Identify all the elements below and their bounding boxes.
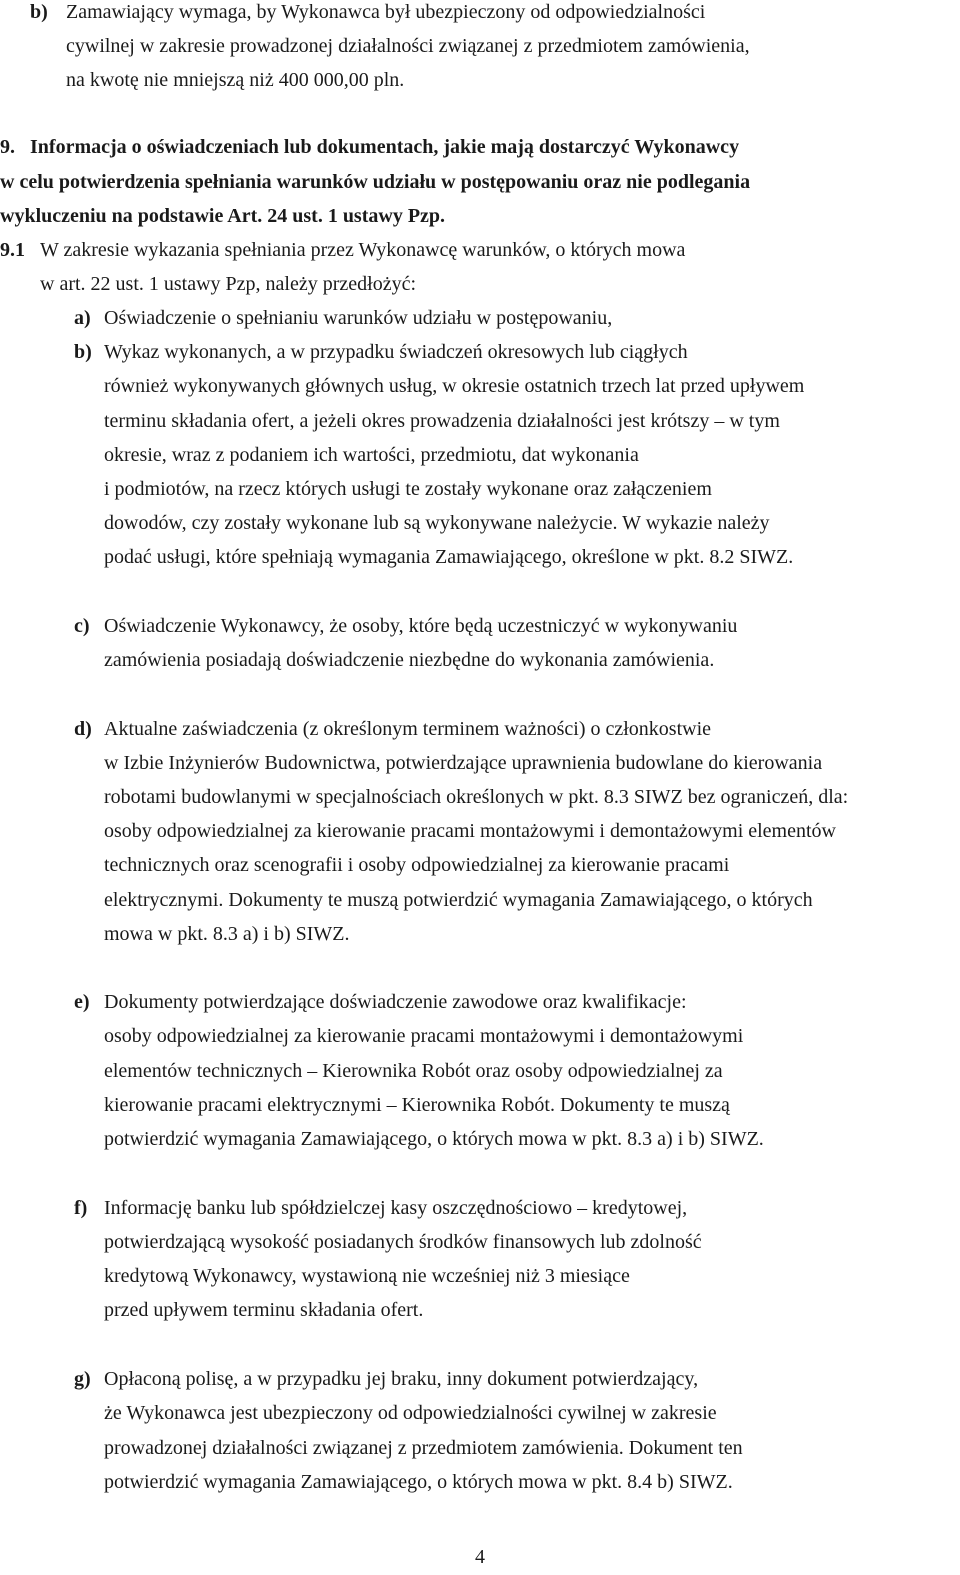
item-f-label: f)	[74, 1197, 88, 1219]
section-9-title: wykluczeniu na podstawie Art. 24 ust. 1 ustawy Pzp.	[0, 205, 446, 227]
section-9-title: Informacja o oświadczeniach lub dokumentach, jakie mają dostarczyć Wykonawcy	[30, 136, 740, 158]
item-e-line: elementów technicznych – Kierownika Robót oraz osoby odpowiedzialnej za	[104, 1060, 723, 1082]
item-c-line: Oświadczenie Wykonawcy, że osoby, które będą uczestniczyć w wykonywaniu	[104, 615, 738, 637]
item-d-line: mowa w pkt. 8.3 a) i b) SIWZ.	[104, 923, 350, 945]
item-b-line: dowodów, czy zostały wykonane lub są wykonywane należycie. W wykazie należy	[104, 512, 770, 534]
item-g-line: prowadzonej działalności związanej z przedmiotem zamówienia. Dokument ten	[104, 1437, 743, 1459]
sub-9-1-number: 9.1	[0, 239, 25, 261]
item-g-line: potwierdzić wymagania Zamawiającego, o których mowa w pkt. 8.4 b) SIWZ.	[104, 1471, 733, 1493]
item-e-line: potwierdzić wymagania Zamawiającego, o których mowa w pkt. 8.3 a) i b) SIWZ.	[104, 1128, 764, 1150]
item-c-label: c)	[74, 615, 90, 637]
page-number: 4	[475, 1546, 485, 1568]
item-f-line: potwierdzającą wysokość posiadanych środków finansowych lub zdolność	[104, 1231, 702, 1253]
item-d-line: elektrycznymi. Dokumenty te muszą potwierdzić wymagania Zamawiającego, o których	[104, 889, 813, 911]
sub-9-1-line: w art. 22 ust. 1 ustawy Pzp, należy przedłożyć:	[40, 273, 417, 295]
item-b-line: okresie, wraz z podaniem ich wartości, przedmiotu, dat wykonania	[104, 444, 639, 466]
item-g-line: Opłaconą polisę, a w przypadku jej braku, inny dokument potwierdzający,	[104, 1368, 699, 1390]
item-d-line: osoby odpowiedzialnej za kierowanie pracami montażowymi i demontażowymi elementów	[104, 820, 836, 842]
intro-line: na kwotę nie mniejszą niż 400 000,00 pln.	[66, 69, 405, 91]
item-a-label: a)	[74, 307, 91, 329]
sub-9-1-line: W zakresie wykazania spełniania przez Wykonawcę warunków, o których mowa	[40, 239, 686, 261]
item-b-line: i podmiotów, na rzecz których usługi te zostały wykonane oraz załączeniem	[104, 478, 712, 500]
item-e-line: osoby odpowiedzialnej za kierowanie pracami montażowymi i demontażowymi	[104, 1025, 744, 1047]
item-b-label: b)	[74, 341, 92, 363]
item-f-line: Informację banku lub spółdzielczej kasy oszczędnościowo – kredytowej,	[104, 1197, 688, 1219]
item-e-label: e)	[74, 991, 90, 1013]
item-b-line: Wykaz wykonanych, a w przypadku świadczeń okresowych lub ciągłych	[104, 341, 688, 363]
item-d-line: w Izbie Inżynierów Budownictwa, potwierdzające uprawnienia budowlane do kierowania	[104, 752, 823, 774]
item-d-line: technicznych oraz scenografii i osoby odpowiedzialnej za kierowanie pracami	[104, 854, 730, 876]
item-g-line: że Wykonawca jest ubezpieczony od odpowiedzialności cywilnej w zakresie	[104, 1402, 717, 1424]
item-c-line: zamówienia posiadają doświadczenie niezbędne do wykonania zamówienia.	[104, 649, 715, 671]
intro-line: cywilnej w zakresie prowadzonej działalności związanej z przedmiotem zamówienia,	[66, 35, 750, 57]
item-e-line: Dokumenty potwierdzające doświadczenie zawodowe oraz kwalifikacje:	[104, 991, 687, 1013]
item-b-line: również wykonywanych głównych usług, w okresie ostatnich trzech lat przed upływem	[104, 375, 805, 397]
intro-label: b)	[30, 1, 48, 23]
section-9-number: 9.	[0, 136, 15, 158]
item-f-line: kredytową Wykonawcy, wystawioną nie wcześniej niż 3 miesiące	[104, 1265, 630, 1287]
item-d-line: robotami budowlanymi w specjalnościach określonych w pkt. 8.3 SIWZ bez ograniczeń, dla:	[104, 786, 849, 808]
section-9-title: w celu potwierdzenia spełniania warunków udziału w postępowaniu oraz nie podlegania	[0, 171, 751, 193]
item-a-line: Oświadczenie o spełnianiu warunków udziału w postępowaniu,	[104, 307, 613, 329]
item-g-label: g)	[74, 1368, 91, 1390]
item-d-line: Aktualne zaświadczenia (z określonym terminem ważności) o członkostwie	[104, 718, 712, 740]
item-f-line: przed upływem terminu składania ofert.	[104, 1299, 424, 1321]
item-d-label: d)	[74, 718, 92, 740]
item-b-line: terminu składania ofert, a jeżeli okres prowadzenia działalności jest krótszy – w tym	[104, 410, 780, 432]
item-e-line: kierowanie pracami elektrycznymi – Kierownika Robót. Dokumenty te muszą	[104, 1094, 730, 1116]
item-b-line: podać usługi, które spełniają wymagania Zamawiającego, określone w pkt. 8.2 SIWZ.	[104, 546, 794, 568]
intro-line: Zamawiający wymaga, by Wykonawca był ubezpieczony od odpowiedzialności	[66, 1, 706, 23]
